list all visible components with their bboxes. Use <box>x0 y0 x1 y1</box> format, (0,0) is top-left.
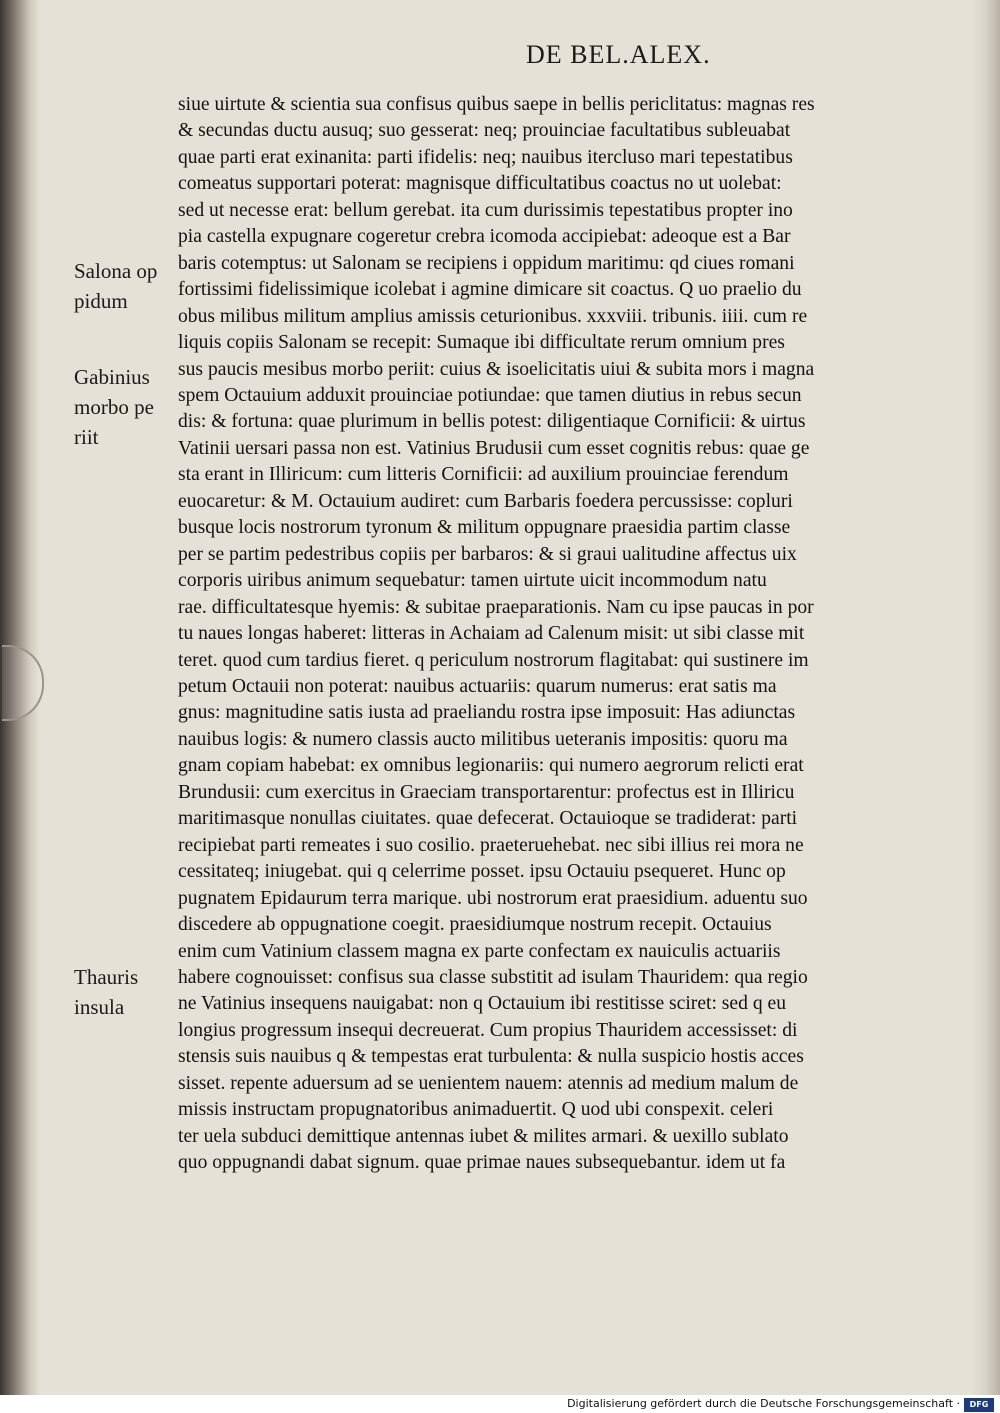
text-line: habere cognouisset: confisus sua classe substitit ad isulam Thauridem: qua regio <box>178 966 808 988</box>
text-line: corporis uiribus animum sequebatur: tamen uirtute uicit incommodum natu <box>178 570 767 592</box>
page-edge-shadow <box>970 0 1000 1395</box>
text-line: baris cotemptus: ut Salonam se recipiens i oppidum maritimu: qd ciues romani <box>178 252 795 274</box>
text-line: quae parti erat exinanita: parti ifidelis: neq; nauibus itercluso mari tepestatibus <box>178 146 793 168</box>
main-text-block <box>178 92 918 1177</box>
text-line: sed ut necesse erat: bellum gerebat. ita cum durissimis tepestatibus propter ino <box>178 199 793 221</box>
text-line: gnus: magnitudine satis iusta ad praeliandu rostra ipse imposuit: Has adiunctas <box>178 702 796 724</box>
text-line: Vatinii uersari passa non est. Vatinius Brudusii cum esset cognitis rebus: quae ge <box>178 437 810 459</box>
text-line: liquis copiis Salonam se recepit: Sumaque ibi difficultate rerum omnium pres <box>178 332 785 354</box>
text-line: ter uela subduci demittique antennas iubet & milites armari. & uexillo sublato <box>178 1125 789 1147</box>
text-line: maritimasque nonullas ciuitates. quae defecerat. Octauioque se tradiderat: parti <box>178 808 798 830</box>
text-line: gnam copiam habebat: ex omnibus legionariis: qui numero aegrorum relicti erat <box>178 755 804 777</box>
text-line: missis instructam propugnatoribus animaduertit. Q uod ubi conspexit. celeri <box>178 1099 774 1121</box>
text-line: comeatus supportari poterat: magnisque difficultatibus coactus no ut uolebat: <box>178 173 782 195</box>
running-head: DE BEL.ALEX. <box>526 40 711 69</box>
text-line: Brundusii: cum exercitus in Graeciam transportarentur: profectus est in Illiricu <box>178 781 795 803</box>
text-line: stensis suis nauibus q & tempestas erat turbulenta: & nulla suspicio hostis acces <box>178 1046 804 1068</box>
text-line: fortissimi fidelissimique icolebat i agmine dimicare sit coactus. Q uo praelio du <box>178 279 802 301</box>
text-line: cessitateq; iniugebat. qui q celerrime posset. ipsu Octauiu psequeret. Hunc op <box>178 861 786 883</box>
text-line: sta erant in Illiricum: cum litteris Cornificii: ad auxilium prouinciae ferendum <box>178 464 789 486</box>
footer-bar <box>0 1395 1000 1413</box>
text-line: obus milibus militum amplius amissis ceturionibus. xxxviii. tribunis. iiii. cum re <box>178 305 808 327</box>
text-line: pia castella expugnare cogeretur crebra icomoda accipiebat: adeoque est a Bar <box>178 226 791 248</box>
funding-credit: Digitalisierung gefördert durch die Deutsche Forschungsgemeinschaft · <box>567 1397 960 1410</box>
margin-note: Gabinius morbo pe riit <box>74 365 154 449</box>
text-line: pugnatem Epidaurum terra marique. ubi nostrorum erat praesidium. aduentu suo <box>178 887 808 909</box>
text-line: nauibus logis: & numero classis aucto militibus ueteranis impositis: quoru ma <box>178 728 788 750</box>
text-line: recipiebat parti remeates i suo cosilio. praeteruehebat. nec sibi illius rei mora ne <box>178 834 804 856</box>
text-line: dis: & fortuna: quae plurimum in bellis potest: diligentiaque Cornificii: & uirtus <box>178 411 806 433</box>
text-line: sus paucis mesibus morbo periit: cuius & isoelicitatis uiui & subita mors i magna <box>178 358 815 380</box>
text-line: teret. quod cum tardius fieret. q periculum nostrorum flagitabat: qui sustinere im <box>178 649 809 671</box>
text-line: discedere ab oppugnatione coegit. praesidiumque nostrum recepit. Octauius <box>178 914 772 936</box>
text-line: busque locis nostrorum tyronum & militum oppugnare praesidia partim classe <box>178 517 791 539</box>
text-line: petum Octauii non poterat: nauibus actuariis: quarum numerus: erat satis ma <box>178 675 777 697</box>
text-line: & secundas ductu ausuq; suo gesserat: neq; prouinciae facultatibus subleuabat <box>178 120 791 142</box>
text-line: enim cum Vatinium classem magna ex parte confectam ex nauiculis actuariis <box>178 940 781 962</box>
text-line: longius progressum insequi decreuerat. Cum propius Thauridem accessisset: di <box>178 1019 798 1041</box>
text-line: quo oppugnandi dabat signum. quae primae naues subsequebantur. idem ut fa <box>178 1152 786 1174</box>
text-line: rae. difficultatesque hyemis: & subitae praeparationis. Nam cu ipse paucas in por <box>178 596 814 618</box>
text-line: ne Vatinius insequens nauigabat: non q Octauium ibi restitisse sciret: sed q eu <box>178 993 787 1015</box>
text-line: spem Octauium adduxit prouinciae potiundae: que tamen diutius in rebus secun <box>178 384 802 406</box>
text-line: siue uirtute & scientia sua confisus quibus saepe in bellis periclitatus: magnas res <box>178 94 815 115</box>
text-line: sisset. repente aduersum ad se uenientem nauem: atennis ad medium malum de <box>178 1072 799 1094</box>
margin-note: Thauris insula <box>74 965 139 1019</box>
margin-note: Salona op pidum <box>74 259 158 313</box>
dfg-logo: DFG <box>964 1398 994 1412</box>
text-line: tu naues longas haberet: litteras in Achaiam ad Calenum misit: ut sibi classe mit <box>178 623 805 645</box>
text-line: per se partim pedestribus copiis per barbaros: & si graui ualitudine affectus uix <box>178 543 797 565</box>
text-line: euocaretur: & M. Octauium audiret: cum Barbaris foedera percussisse: copluri <box>178 490 793 512</box>
